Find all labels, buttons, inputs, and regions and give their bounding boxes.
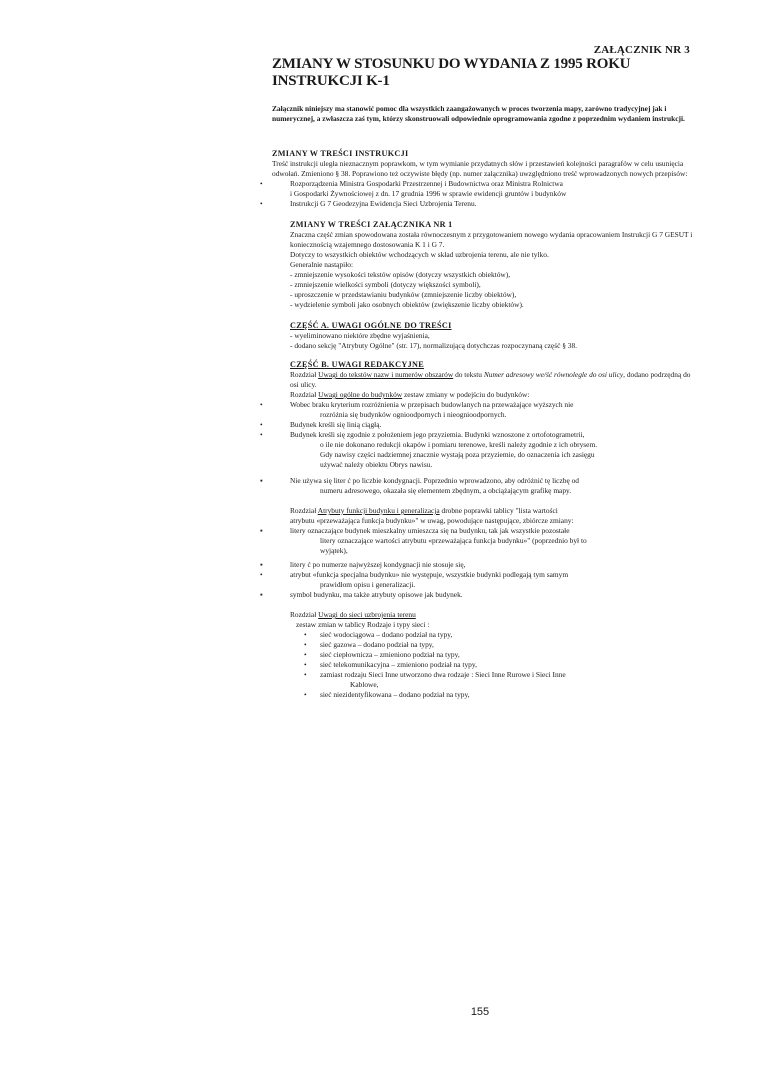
bullet-icon: • (260, 570, 263, 579)
list-item: ▪ litery ć po numerze najwyższej kondygnacji nie stosuje się, (260, 560, 466, 569)
list-item: • Wobec braku kryterium rozróżnienia w przepisach budowlanych na przeważające wyższych nie rozróżnia się budynków ognioodpornych i nieognioodpornych. (260, 400, 574, 419)
annex-section (290, 219, 697, 400)
building-rules-list (260, 400, 697, 496)
function-rules-list (260, 526, 697, 600)
bullet-icon: • (260, 400, 263, 409)
bullet-icon: ▪ (260, 590, 263, 599)
list-item: • Budynek kreśli się linią ciągłą. (260, 420, 382, 429)
list-item: • zamiast rodzaju Sieci Inne utworzono dwa rodzaje : Sieci Inne Rurowe i Sieci Inne Kablowe, (304, 670, 566, 689)
bullet-icon: • (260, 420, 263, 429)
chapter-text-names: Rozdział Uwagi do tekstów nazw i numerów obszarów do tekstu Numer adresowy we/ść równolegle do osi ulicy, dodano podrzędną do osi ulicy. (290, 370, 691, 389)
bullet-icon: • (260, 430, 263, 439)
list-item: ▪ symbol budynku, ma także atrybuty opisowe jak budynek. (260, 590, 463, 599)
list-item: • sieć gazowa – dodano podział na typy, (304, 640, 434, 649)
section-heading-part-b: CZĘŚĆ B. UWAGI REDAKCYJNE (290, 360, 424, 369)
bullet-icon: • (304, 690, 307, 699)
page-number: 155 (470, 1006, 490, 1018)
list-item: ▪ litery oznaczające budynek mieszkalny umieszcza się na budynku, tak jak wszystkie pozostałe litery oznaczające wartości atrybutu «przeważająca funkcja budynku»" (poprzednio był to wyjątek), (260, 526, 587, 555)
list-item: • sieć telekomunikacyjna – zmieniono podział na typy, (304, 660, 477, 669)
list-item: • Rozporządzenia Ministra Gospodarki Przestrzennej i Budownictwa oraz Ministra Rolnictwa i Gospodarki Żywnościowej z dn. 17 grudnia 1996 w sprawie ewidencji gruntów i budynków (260, 179, 567, 198)
regulations-list (260, 179, 697, 209)
bullet-icon: ▪ (260, 560, 263, 569)
bullet-icon: • (260, 179, 263, 188)
list-item: • sieć niezidentyfikowana – dodano podział na typy, (304, 690, 470, 699)
list-item: • Budynek kreśli się zgodnie z położeniem jego przyziemia. Budynki wznoszone z ortofotogrametrii, o ile nie dokonano redukcji okapów i pomiaru terenowe, kreśli należy zgodnie z ich obrysem. Gdy nawisy części nadziemnej znacznie wystają poza przyziemie, do oznaczenia ich zasięgu używać należy obiektu Obrys nawisu. (260, 430, 598, 469)
list-item: • Instrukcji G 7 Geodezyjna Ewidencja Sieci Uzbrojenia Terenu. (260, 199, 477, 208)
list-line: - dodano sekcję "Atrybuty Ogólne" (str. 17), normalizującą dotychczas rozpoczynaną część § 38. (290, 341, 577, 350)
bullet-icon: • (260, 199, 263, 208)
section-paragraph: Treść instrukcji uległa nieznacznym poprawkom, w tym wymianie przydatnych słów i przestawień kolejności paragrafów w celu usunięcia odwołań. Zmieniono § 38. Poprawiono też oczywiste błędy (np. numer załącznika) uwzględniono treść wprowadzonych nowych przepisów: (272, 159, 688, 178)
list-item: • sieć ciepłownicza – zmieniono podział na typy, (304, 650, 460, 659)
section-paragraph: Dotyczy to wszystkich obiektów wchodzących w skład uzbrojenia terenu, ale nie tylko. (290, 250, 549, 259)
section-heading-instruction: ZMIANY W TREŚCI INSTRUKCJI (272, 149, 409, 158)
list-line: - wyeliminowano niektóre zbędne wyjaśnienia, (290, 331, 430, 340)
chapter-functions: Rozdział Atrybuty funkcji budynku i generalizacja drobne poprawki tablicy "lista wartości atrybutu «przeważająca funkcja budynku»" w uwag, powodujące następujące, zbiórcze zmiany: (290, 506, 574, 525)
annex-label: ZAŁĄCZNIK NR 3 (593, 44, 690, 56)
bullet-icon: • (304, 640, 307, 649)
intro-paragraph: Załącznik niniejszy ma stanowić pomoc dla wszystkich zaangażowanych w proces tworzenia mapy, zarówno tradycyjnej jak i numerycznej, a zwłaszcza zaś tym, którzy skonstruowali odpowiednie oprogramowania zgodne z poprzednim wydaniem instrukcji. (272, 104, 685, 123)
list-item: • atrybut «funkcja specjalna budynku» nie występuje, wszystkie budynki podlegają tym samym prawidłom opisu i generalizacji. (260, 570, 569, 589)
list-item: ▪ Nie używa się liter ć po liczbie kondygnacji. Poprzednio wprowadzono, aby odróżnić tę liczbę od numeru adresowego, okazała się elementem zbędnym, a obciążającym grafikę mapy. (260, 476, 579, 495)
list-line: - uproszczenie w przedstawianiu budynków (zmniejszenie liczby obiektów), (290, 290, 517, 299)
section-heading-annex1: ZMIANY W TREŚCI ZAŁĄCZNIKA NR 1 (290, 220, 453, 229)
list-line: - zmniejszenie wysokości tekstów opisów (dotyczy wszystkich obiektów), (290, 270, 511, 279)
bullet-icon: • (304, 660, 307, 669)
title-line-1: ZMIANY W STOSUNKU DO WYDANIA Z 1995 ROKU (272, 56, 631, 72)
bullet-icon: • (304, 650, 307, 659)
document-body (260, 148, 697, 700)
section-heading-part-a: CZĘŚĆ A. UWAGI OGÓLNE DO TREŚCI (290, 321, 452, 330)
list-line: - wydzielenie symboli jako osobnych obiektów (zwiększenie liczby obiektów). (290, 300, 524, 309)
page-title (272, 56, 702, 90)
list-line: - zmniejszenie wielkości symboli (dotyczy większości symboli), (290, 280, 481, 289)
chapter-networks: Rozdział Uwagi do sieci uzbrojenia terenu zestaw zmian w tablicy Rodzaje i typy sieci : (290, 610, 430, 629)
list-item: • sieć wodociągowa – dodano podział na typy, (304, 630, 453, 639)
bullet-icon: ▪ (260, 526, 263, 535)
title-line-2: INSTRUKCJI K-1 (272, 73, 390, 89)
section-paragraph: Znaczna część zmian spowodowana została równoczesnym z przygotowaniem nowego wydania opracowaniem Instrukcji G 7 GESUT i koniecznością wzajemnego dostosowania K 1 i G 7. (290, 230, 693, 249)
bullet-icon: ▪ (260, 476, 263, 485)
network-types-list (304, 630, 697, 700)
bullet-icon: • (304, 630, 307, 639)
section-paragraph: Generalnie nastąpiło: (290, 260, 354, 269)
chapter-buildings: Rozdział Uwagi ogólne do budynków zestaw zmiany w podejściu do budynków: (290, 390, 530, 399)
bullet-icon: • (304, 670, 307, 679)
